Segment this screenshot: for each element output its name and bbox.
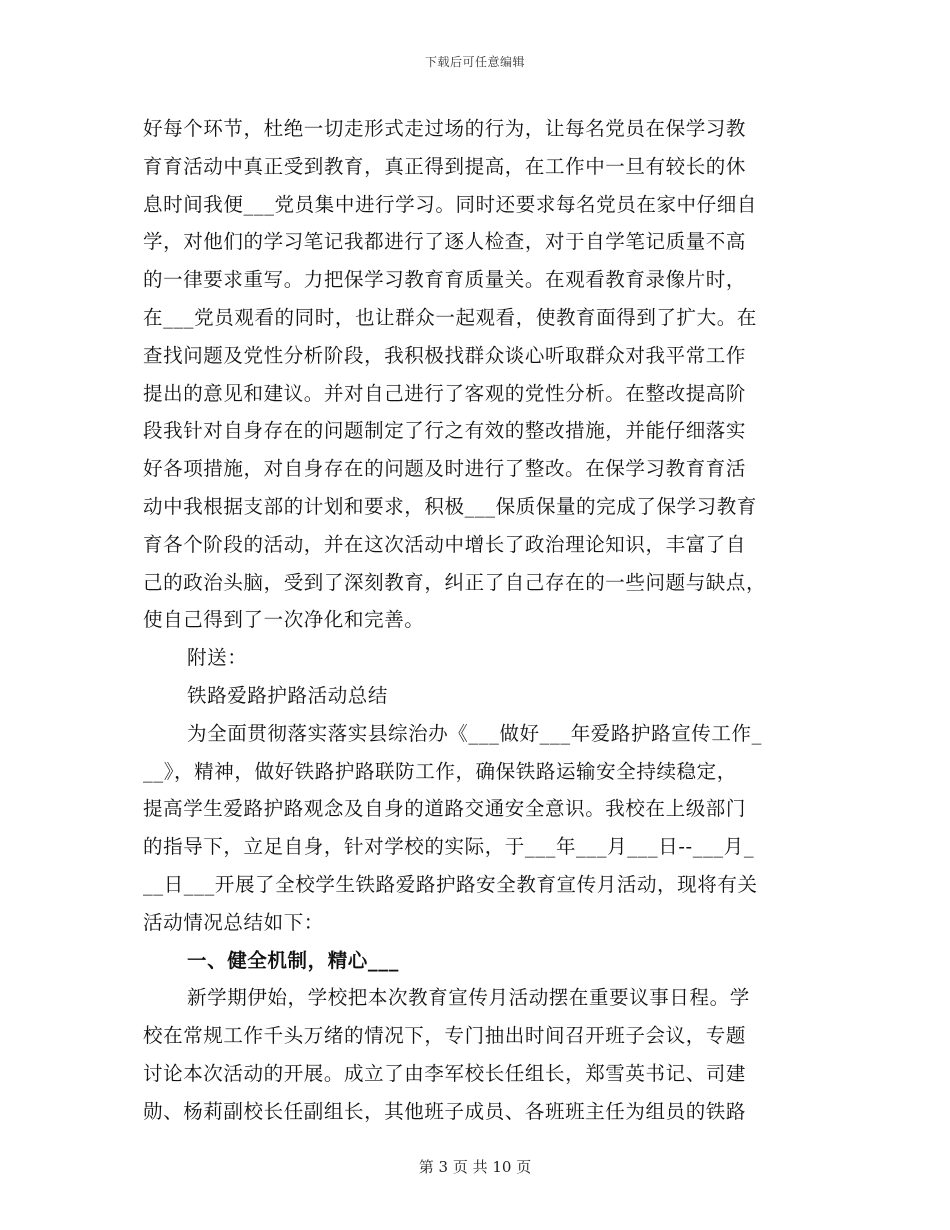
appendix-label: 附送：: [187, 646, 248, 670]
text-line: 育育活动中真正受到教育，真正得到提高，在工作中一旦有较长的休: [143, 154, 747, 178]
text-line: 活动情况总结如下：: [143, 910, 324, 934]
section-title: 铁路爱路护路活动总结: [187, 683, 389, 707]
text-line: 己的政治头脑，受到了深刻教育，纠正了自己存在的一些问题与缺点，: [143, 570, 767, 594]
page-number: 第 3 页 共 10 页: [418, 1158, 532, 1176]
text-line: 好每个环节，杜绝一切走形式走过场的行为，让每名党员在保学习教: [143, 117, 747, 140]
text-line: 提出的意见和建议。并对自己进行了客观的党性分析。在整改提高阶: [143, 381, 747, 405]
text-line: 的指导下，立足自身，针对学校的实际，于___年___月___日--___月_: [143, 835, 755, 859]
text-line: 校在常规工作千头万绪的情况下，专门抽出时间召开班子会议，专题: [143, 1024, 747, 1048]
document-body: [143, 110, 808, 1131]
page-header: 下载后可任意编辑: [424, 55, 525, 69]
text-line: 动中我根据支部的计划和要求，积极___保质保量的完成了保学习教育: [143, 494, 757, 518]
text-line: 使自己得到了一次净化和完善。: [143, 608, 425, 632]
text-line: 学，对他们的学习笔记我都进行了逐人检查，对于自学笔记质量不高: [143, 230, 747, 254]
text-line: 提高学生爱路护路观念及自身的道路交通安全意识。我校在上级部门: [143, 797, 747, 821]
subheading: 一、健全机制，精心___: [187, 948, 399, 972]
text-line: 新学期伊始，学校把本次教育宣传月活动摆在重要议事日程。学: [187, 986, 750, 1010]
text-line: 在___党员观看的同时，也让群众一起观看，使教育面得到了扩大。在: [143, 305, 757, 329]
text-line: 的一律要求重写。力把保学习教育育质量关。在观看教育录像片时，: [143, 268, 747, 292]
text-line: 段我针对自身存在的问题制定了行之有效的整改措施，并能仔细落实: [143, 419, 747, 443]
text-line: 为全面贯彻落实落实县综治办《___做好___年爱路护路宣传工作_: [187, 721, 762, 745]
text-line: 息时间我便___党员集中进行学习。同时还要求每名党员在家中仔细自: [143, 192, 757, 216]
text-line: __》，精神，做好铁路护路联防工作，确保铁路运输安全持续稳定，: [143, 759, 737, 783]
text-line: 好各项措施，对自身存在的问题及时进行了整改。在保学习教育育活: [143, 457, 747, 481]
text-line: __日___开展了全校学生铁路爱路护路安全教育宣传月活动，现将有关: [143, 872, 758, 896]
text-line: 查找问题及党性分析阶段，我积极找群众谈心听取群众对我平常工作: [143, 343, 747, 367]
text-line: 讨论本次活动的开展。成立了由李军校长任组长，郑雪英书记、司建: [143, 1061, 747, 1085]
text-line: 勋、杨莉副校长任副组长，其他班子成员、各班班主任为组员的铁路: [143, 1099, 747, 1123]
text-line: 育各个阶段的活动，并在这次活动中增长了政治理论知识，丰富了自: [143, 532, 747, 556]
